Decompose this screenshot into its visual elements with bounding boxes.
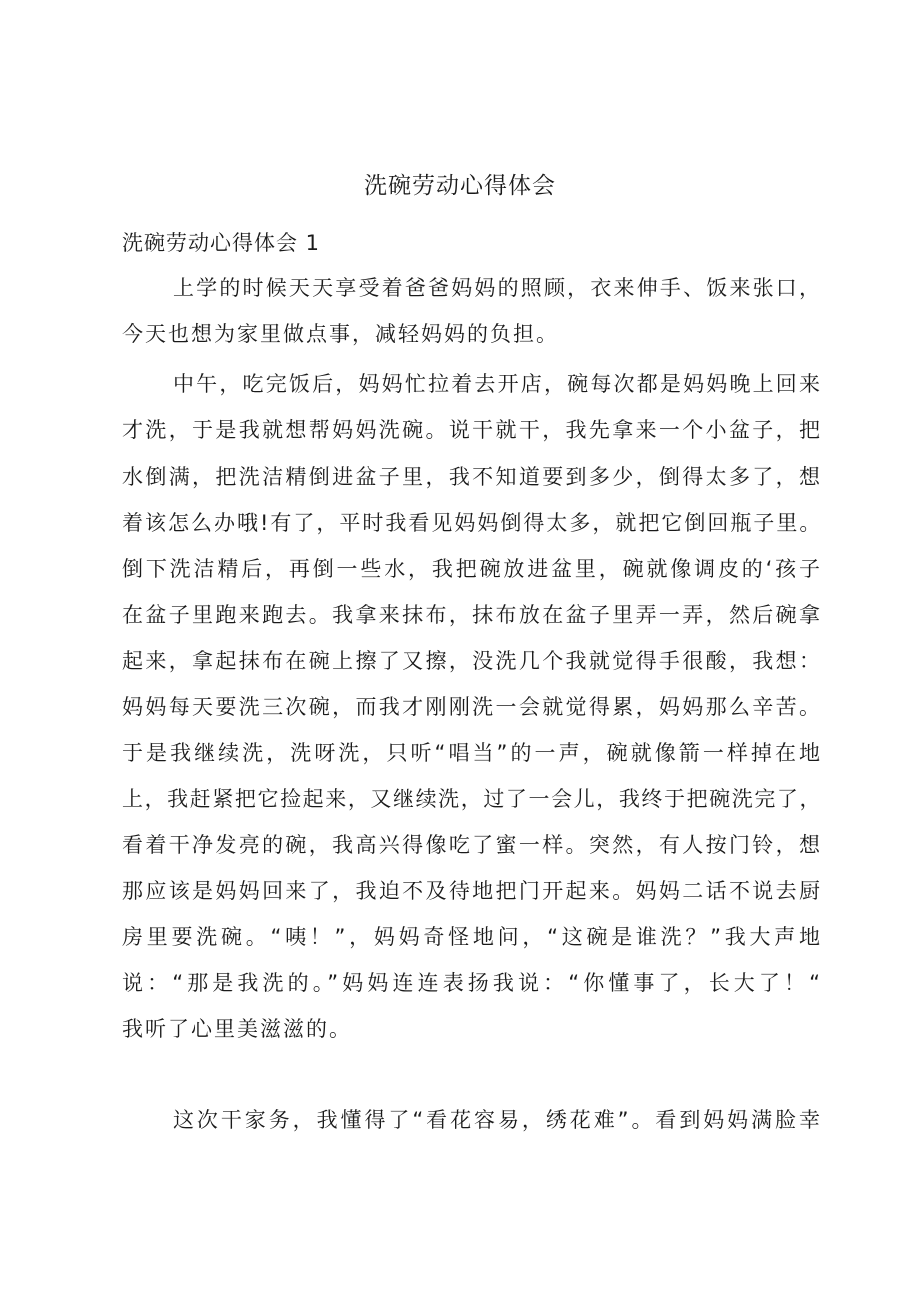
paragraph-line: 起来，拿起抹布在碗上擦了又擦，没洗几个我就觉得手很酸，我想： [122,649,822,673]
paragraph-line: 今天也想为家里做点事，减轻妈妈的负担。 [122,322,559,346]
paragraph-line: 在盆子里跑来跑去。我拿来抹布，抹布放在盆子里弄一弄，然后碗拿 [122,603,822,627]
paragraph-line: 水倒满，把洗洁精倒进盆子里，我不知道要到多少，倒得太多了，想 [122,465,822,489]
paragraph-line: 着该怎么办哦!有了，平时我看见妈妈倒得太多，就把它倒回瓶子里。 [122,511,823,535]
paragraph-line: 上，我赶紧把它捡起来，又继续洗，过了一会儿，我终于把碗洗完了， [122,787,822,811]
paragraph-line: 我听了心里美滋滋的。 [122,1017,352,1041]
paragraph-line: 说：“那是我洗的。”妈妈连连表扬我说：“你懂事了，长大了！“ [122,971,822,995]
paragraph-line: 倒下洗洁精后，再倒一些水，我把碗放进盆里，碗就像调皮的‘孩子 [122,557,822,581]
paragraph-line: 中午，吃完饭后，妈妈忙拉着去开店，碗每次都是妈妈晚上回来 [173,372,822,396]
paragraph-line: 房里要洗碗。“咦！”，妈妈奇怪地问，“这碗是谁洗？”我大声地 [122,925,822,949]
section-heading: 洗碗劳动心得体会 1 [122,231,321,255]
paragraph-line: 这次干家务，我懂得了“看花容易，绣花难”。看到妈妈满脸幸 [173,1108,822,1132]
paragraph-line: 于是我继续洗，洗呀洗，只听“唱当”的一声，碗就像箭一样掉在地 [122,741,822,765]
paragraph-line: 那应该是妈妈回来了，我迫不及待地把门开起来。妈妈二话不说去厨 [122,879,822,903]
paragraph-line: 上学的时候天天享受着爸爸妈妈的照顾，衣来伸手、饭来张口， [173,276,822,300]
document-title: 洗碗劳动心得体会 [364,173,556,199]
paragraph-line: 才洗，于是我就想帮妈妈洗碗。说干就干，我先拿来一个小盆子，把 [122,418,822,442]
paragraph-line: 妈妈每天要洗三次碗，而我才刚刚洗一会就觉得累，妈妈那么辛苦。 [122,695,822,719]
paragraph-line: 看着干净发亮的碗，我高兴得像吃了蜜一样。突然，有人按门铃，想 [122,833,822,857]
